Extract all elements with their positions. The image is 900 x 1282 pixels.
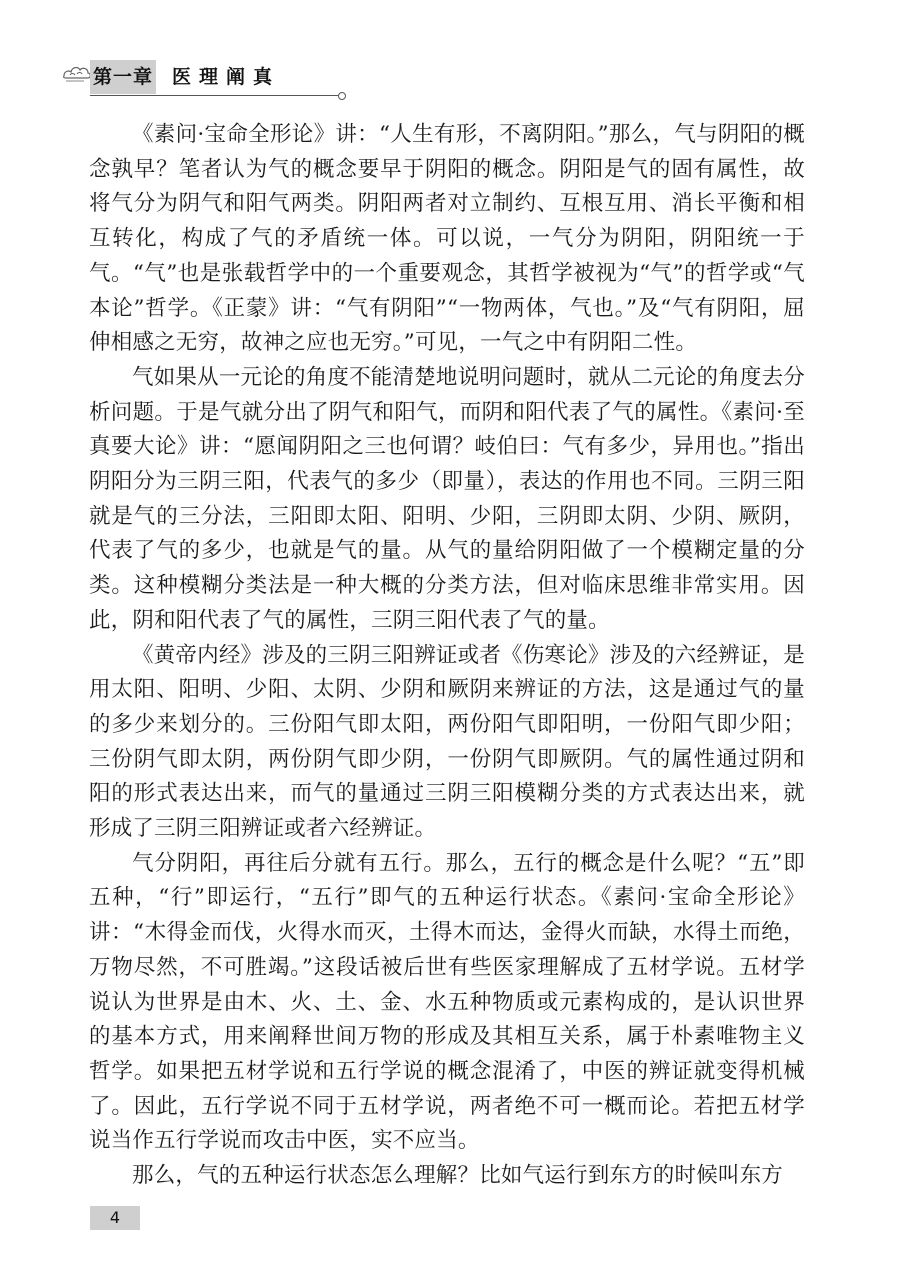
cloud-ornament-icon: [62, 62, 92, 84]
paragraph: 气分阴阳，再往后分就有五行。那么，五行的概念是什么呢？“五”即五种，“行”即运行，“五行”即气的五种运行状态。《素问·宝命全形论》讲：“木得金而伐，火得水而灭，土得木而达，金得火而缺，水得土而绝，万物尽然，不可胜竭。”这段话被后世有些医家理解成了五材学说。五材学说认为世界是由木、火、土、金、水五种物质或元素构成的，是认识世界的基本方式，用来阐释世间万物的形成及其相互关系，属于朴素唯物主义哲学。如果把五材学说和五行学说的概念混淆了，中医的辨证就变得机械了。因此，五行学说不同于五材学说，两者绝不可一概而论。若把五材学说当作五行学说而攻击中医，实不应当。: [89, 850, 805, 1154]
header-divider-end-icon: [338, 92, 346, 100]
chapter-title: 医理阐真: [172, 66, 281, 88]
paragraph: 《素问·宝命全形论》讲：“人生有形，不离阴阳。”那么，气与阴阳的概念孰早？笔者认为气的概念要早于阴阳的概念。阴阳是气的固有属性，故将气分为阴气和阳气两类。阴阳两者对立制约、互根互用、消长平衡和相互转化，构成了气的矛盾统一体。可以说，一气分为阴阳，阴阳统一于气。“气”也是张载哲学中的一个重要观念，其哲学被视为“气”的哲学或“气本论”哲学。《正蒙》讲：“气有阴阳”“一物两体，气也。”及“气有阴阳，屈伸相感之无穷，故神之应也无穷。”可见，一气之中有阴阳二性。: [89, 122, 805, 356]
chapter-label: 第一章: [90, 60, 156, 94]
paragraph: 《黄帝内经》涉及的三阴三阳辨证或者《伤寒论》涉及的六经辨证，是用太阳、阳明、少阳、太阴、少阴和厥阴来辨证的方法，这是通过气的量的多少来划分的。三份阳气即太阳，两份阳气即阳明，一份阳气即少阳；三份阴气即太阴，两份阴气即少阴，一份阴气即厥阴。气的属性通过阴和阳的形式表达出来，而气的量通过三阴三阳模糊分类的方式表达出来，就形成了三阴三阳辨证或者六经辨证。: [89, 642, 805, 842]
paragraph: 气如果从一元论的角度不能清楚地说明问题时，就从二元论的角度去分析问题。于是气就分出了阴气和阳气，而阴和阳代表了气的属性。《素问·至真要大论》讲：“愿闻阴阳之三也何谓？岐伯曰：气有多少，异用也。”指出阴阳分为三阴三阳，代表气的多少（即量），表达的作用也不同。三阴三阳就是气的三分法，三阳即太阳、阳明、少阳，三阴即太阴、少阴、厥阴，代表了气的多少，也就是气的量。从气的量给阴阳做了一个模糊定量的分类。这种模糊分类法是一种大概的分类方法，但对临床思维非常实用。因此，阴和阳代表了气的属性，三阴三阳代表了气的量。: [89, 364, 805, 633]
header-divider: [90, 95, 338, 96]
body-text: [89, 118, 805, 1194]
paragraph: 那么，气的五种运行状态怎么理解？比如气运行到东方的时候叫东方: [132, 1163, 784, 1189]
running-header: [62, 60, 352, 100]
page-number: 4: [90, 1206, 140, 1230]
